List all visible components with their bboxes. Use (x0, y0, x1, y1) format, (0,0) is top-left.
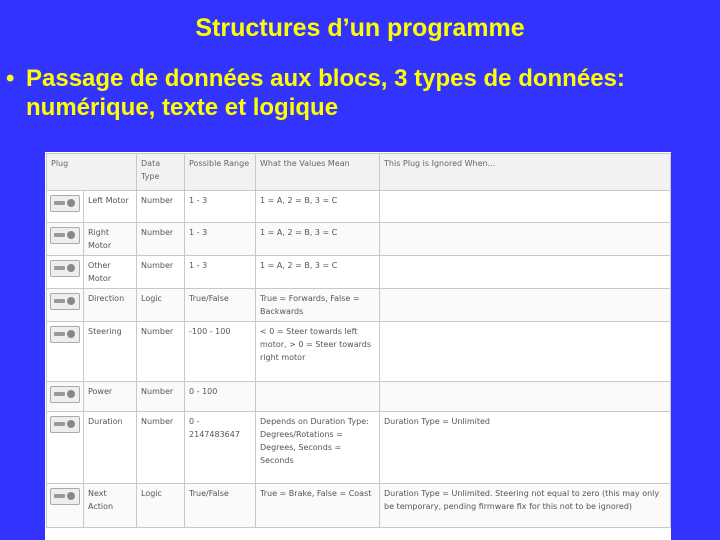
cell-range: 1 - 3 (185, 256, 256, 289)
cell-plug: Left Motor (84, 191, 137, 223)
cell-type: Number (137, 256, 185, 289)
table-header-row (47, 154, 671, 191)
steering-plug-icon (50, 326, 80, 343)
header-plug: Plug (47, 154, 137, 191)
cell-type: Number (137, 223, 185, 256)
slide-title: Structures d’un programme (195, 14, 525, 42)
cell-plug: Power (84, 382, 137, 412)
cell-range: -100 - 100 (185, 322, 256, 382)
cell-meaning: 1 = A, 2 = B, 3 = C (256, 223, 380, 256)
cell-type: Number (137, 412, 185, 484)
plug-table (46, 153, 671, 528)
cell-range: True/False (185, 484, 256, 528)
cell-type: Logic (137, 289, 185, 322)
motor-plug-icon (50, 195, 80, 212)
table-row (47, 484, 671, 528)
cell-ignored (380, 191, 671, 223)
cell-range: 1 - 3 (185, 223, 256, 256)
cell-plug: Steering (84, 322, 137, 382)
row-icon-cell (47, 412, 84, 484)
motor-plug-icon (50, 260, 80, 277)
cell-meaning (256, 382, 380, 412)
row-icon-cell (47, 191, 84, 223)
table-row (47, 412, 671, 484)
cell-meaning: 1 = A, 2 = B, 3 = C (256, 191, 380, 223)
cell-ignored (380, 289, 671, 322)
next-action-plug-icon (50, 488, 80, 505)
table-row (47, 256, 671, 289)
cell-meaning: < 0 = Steer towards left motor, > 0 = Steer towards right motor (256, 322, 380, 382)
cell-plug: Direction (84, 289, 137, 322)
direction-plug-icon (50, 293, 80, 310)
cell-ignored (380, 322, 671, 382)
header-values-meaning: What the Values Mean (256, 154, 380, 191)
cell-type: Number (137, 382, 185, 412)
cell-meaning: Depends on Duration Type: Degrees/Rotations = Degrees, Seconds = Seconds (256, 412, 380, 484)
cell-range: 0 - 2147483647 (185, 412, 256, 484)
row-icon-cell (47, 484, 84, 528)
bullet-point (6, 64, 706, 122)
power-plug-icon (50, 386, 80, 403)
header-possible-range: Possible Range (185, 154, 256, 191)
cell-plug: Duration (84, 412, 137, 484)
row-icon-cell (47, 322, 84, 382)
row-icon-cell (47, 256, 84, 289)
bullet-marker: • (6, 65, 15, 92)
cell-type: Number (137, 191, 185, 223)
cell-range: 1 - 3 (185, 191, 256, 223)
cell-ignored: Duration Type = Unlimited. Steering not equal to zero (this may only be temporary, pending firmware fix for this not to be ignored) (380, 484, 671, 528)
cell-type: Logic (137, 484, 185, 528)
duration-plug-icon (50, 416, 80, 433)
row-icon-cell (47, 289, 84, 322)
row-icon-cell (47, 223, 84, 256)
header-ignored-when: This Plug is Ignored When... (380, 154, 671, 191)
cell-plug: Next Action (84, 484, 137, 528)
cell-ignored (380, 256, 671, 289)
row-icon-cell (47, 382, 84, 412)
cell-plug: Other Motor (84, 256, 137, 289)
cell-meaning: True = Forwards, False = Backwards (256, 289, 380, 322)
table-row (47, 289, 671, 322)
cell-meaning: 1 = A, 2 = B, 3 = C (256, 256, 380, 289)
table-row (47, 191, 671, 223)
motor-plug-icon (50, 227, 80, 244)
cell-ignored (380, 223, 671, 256)
table-row (47, 322, 671, 382)
bullet-text: Passage de données aux blocs, 3 types de données: numérique, texte et logique (26, 65, 625, 121)
cell-range: True/False (185, 289, 256, 322)
cell-ignored: Duration Type = Unlimited (380, 412, 671, 484)
table-row (47, 223, 671, 256)
cell-plug: Right Motor (84, 223, 137, 256)
cell-meaning: True = Brake, False = Coast (256, 484, 380, 528)
cell-type: Number (137, 322, 185, 382)
header-data-type: Data Type (137, 154, 185, 191)
table-row (47, 382, 671, 412)
cell-range: 0 - 100 (185, 382, 256, 412)
plug-table-screenshot (45, 152, 671, 540)
cell-ignored (380, 382, 671, 412)
